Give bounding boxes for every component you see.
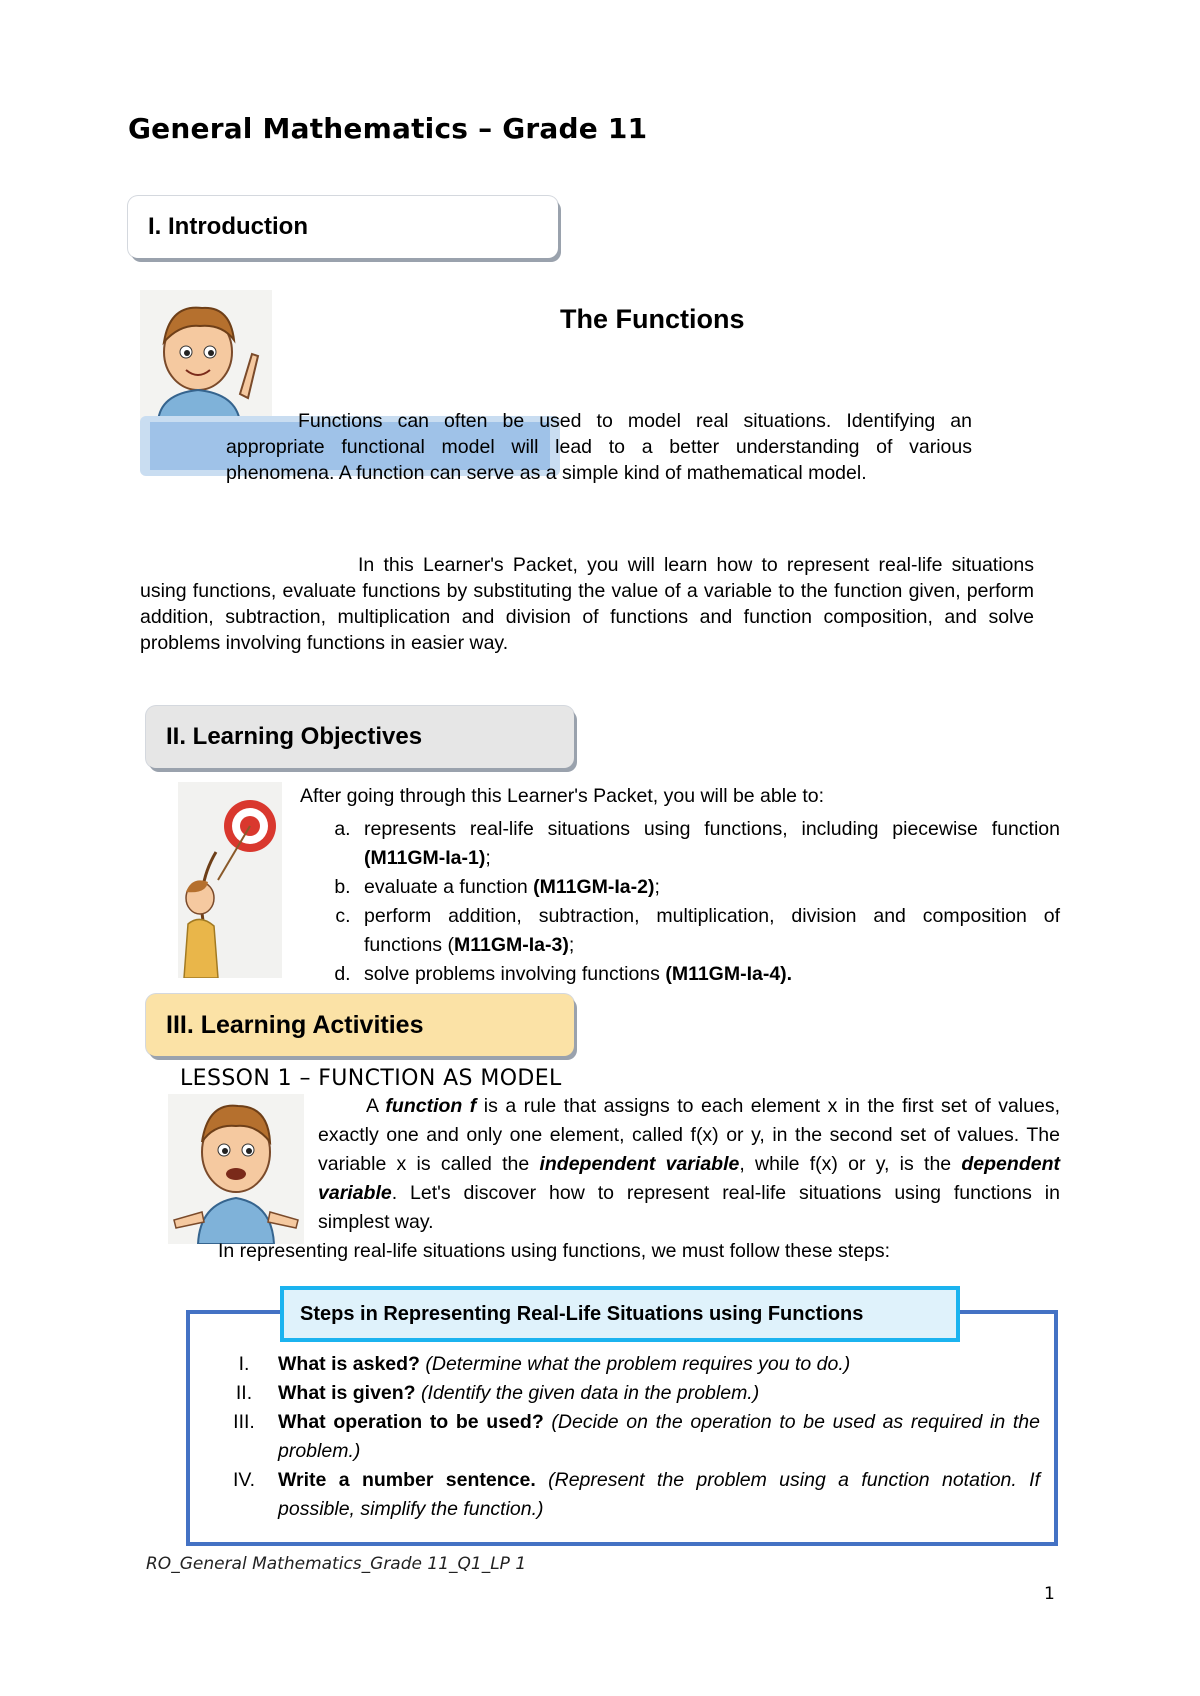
objective-item: b. evaluate a function (M11GM-Ia-2);: [356, 873, 1060, 902]
step-item: IV. Write a number sentence. (Represent the problem using a function notation. If possible, simplify the function.): [232, 1469, 1040, 1520]
boy-pointing-illustration: [140, 290, 272, 422]
term-dependent-variable: dependent variable: [318, 1153, 1060, 1204]
function-definition: A function f is a rule that assigns to each element x in the first set of values, exactly one and only one element, called f(x) or y, in the second set of values. The variable x is called the independent variable, while f(x) or y, is the dependent variable. Let's discover how to represent real-life situations using functions in simplest way.: [318, 1095, 1060, 1233]
objective-item: a. represents real-life situations using functions, including piecewise function (M11GM-Ia-1);: [356, 815, 1060, 873]
intro-paragraph-1: Functions can often be used to model real situations. Identifying an appropriate functional model will lead to a better understanding of various phenomena. A function can serve as a simple kind of mathematical model.: [226, 410, 972, 484]
boy-shrugging-illustration: [168, 1094, 304, 1244]
section-activities: [146, 994, 574, 1056]
document-title: General Mathematics – Grade 11: [128, 112, 648, 145]
step-item: III. What operation to be used? (Decide on the operation to be used as required in the problem.): [233, 1411, 1040, 1462]
section-objectives-label: II. Learning Objectives: [166, 723, 423, 750]
objective-item: c. perform addition, subtraction, multiplication, division and composition of functions (M11GM-Ia-3);: [356, 902, 1060, 960]
page-number: 1: [1044, 1584, 1055, 1604]
steps-title: Steps in Representing Real-Life Situations using Functions: [280, 1286, 960, 1342]
objectives-list: [300, 815, 1060, 989]
step-item: I. What is asked? (Determine what the problem requires you to do.): [238, 1353, 851, 1375]
section-activities-label: III. Learning Activities: [166, 1010, 424, 1039]
step-item: II. What is given? (Identify the given data in the problem.): [235, 1382, 760, 1404]
objectives-intro: After going through this Learner's Packet, you will be able to:: [300, 785, 825, 807]
intro-paragraph-2: In this Learner's Packet, you will learn how to represent real-life situations using functions, evaluate functions by substituting the value of a variable to the function given, perform addition, subtraction, multiplication and division of functions and function composition, and solve problems involving functions in easier way.: [140, 554, 1034, 654]
intro-heading: The Functions: [560, 304, 745, 334]
section-objectives: [146, 706, 574, 768]
section-introduction-label: I. Introduction: [148, 213, 308, 240]
footer-text: RO_General Mathematics_Grade 11_Q1_LP 1: [146, 1554, 527, 1574]
objective-item: d. solve problems involving functions (M11GM-Ia-4).: [356, 960, 1060, 989]
term-function-f: function f: [385, 1095, 477, 1117]
archer-illustration: [178, 782, 282, 978]
lesson-heading: LESSON 1 – FUNCTION AS MODEL: [180, 1066, 562, 1091]
steps-list: [210, 1350, 1040, 1524]
steps-intro: In representing real-life situations using functions, we must follow these steps:: [218, 1240, 891, 1262]
section-introduction: [128, 196, 558, 258]
objectives-block: [300, 782, 1060, 989]
term-independent-variable: independent variable: [539, 1153, 740, 1175]
